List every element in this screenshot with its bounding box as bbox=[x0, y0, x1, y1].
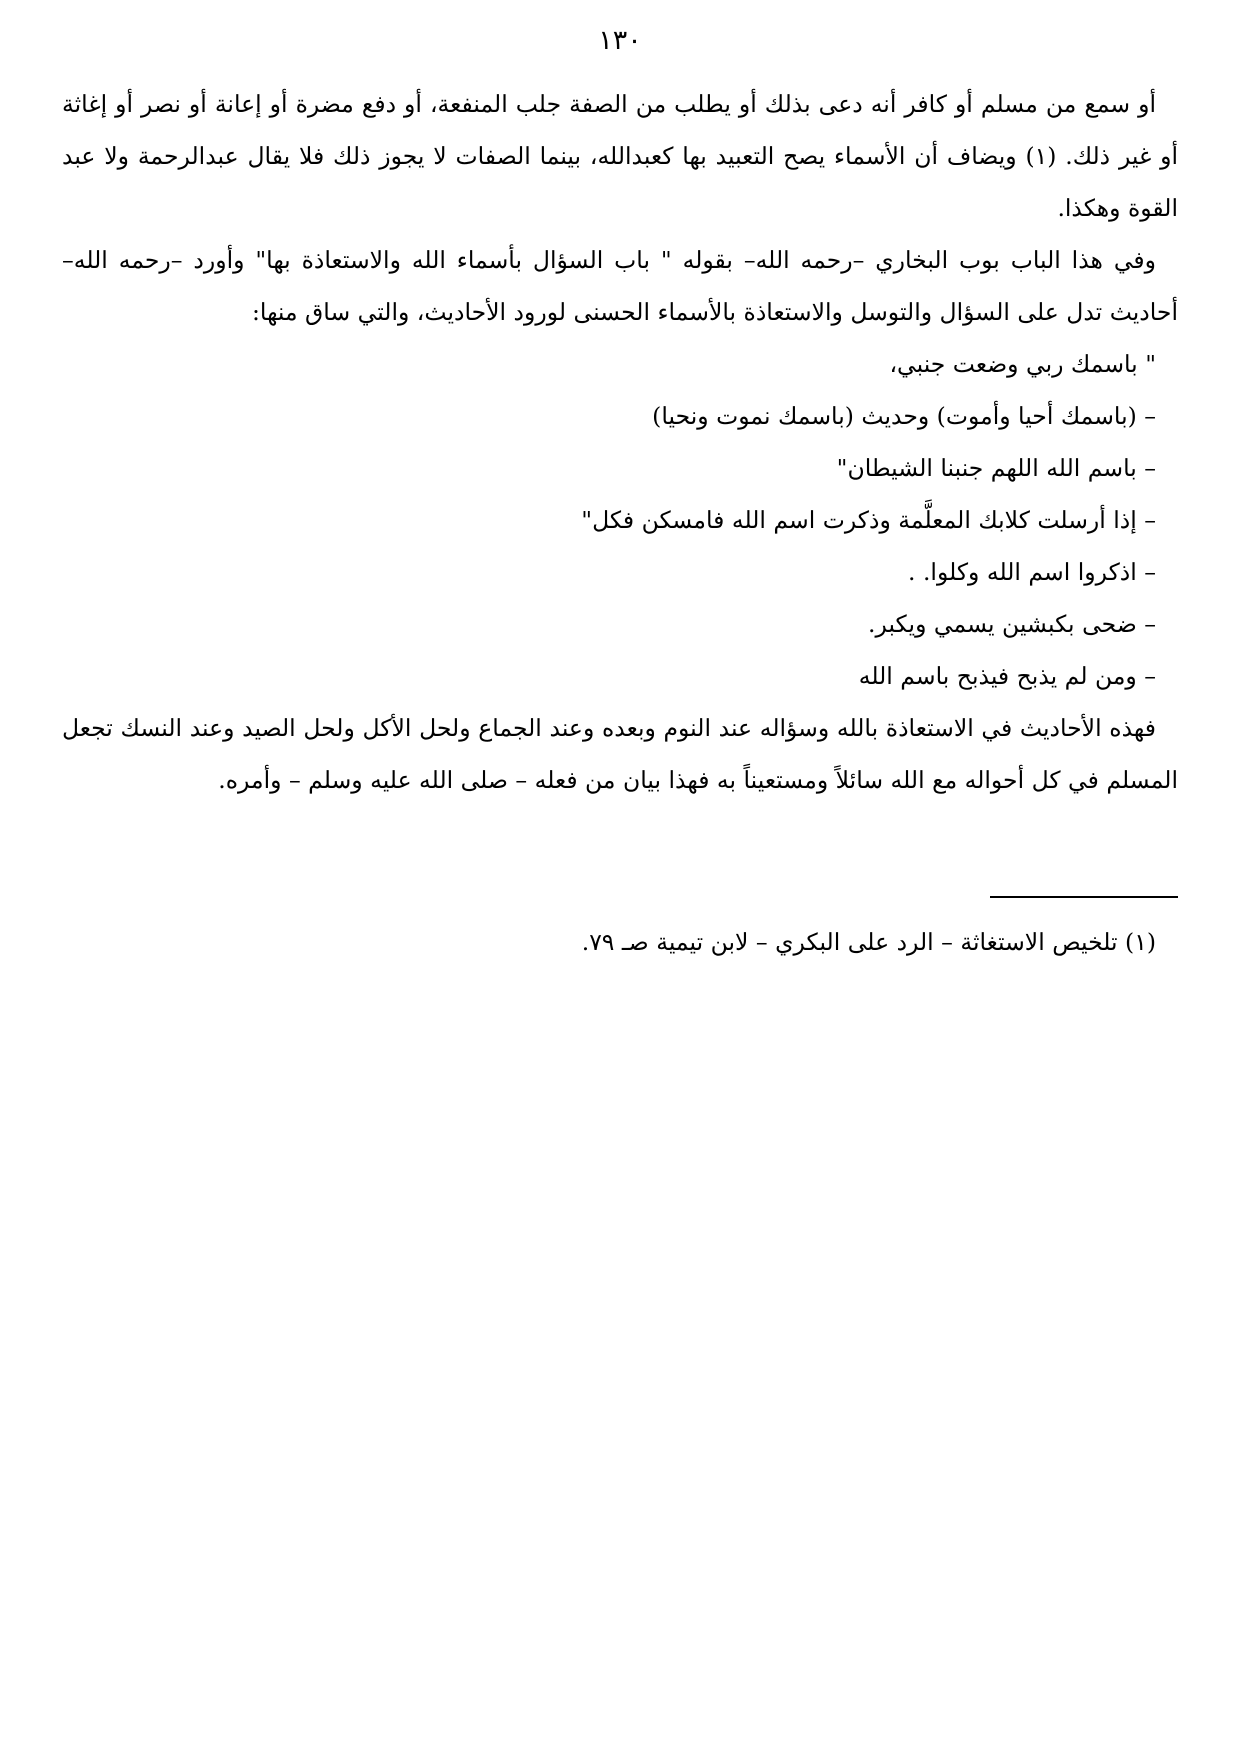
footnote-divider bbox=[990, 896, 1178, 898]
hadith-item: – ضحى بكبشين يسمي ويكبر. bbox=[868, 610, 1156, 638]
hadith-item: – إذا أرسلت كلابك المعلَّمة وذكرت اسم الله فامسكن فكل" bbox=[581, 506, 1156, 534]
body-text bbox=[62, 78, 1178, 806]
paragraph-intro: أو سمع من مسلم أو كافر أنه دعى بذلك أو يطلب من الصفة جلب المنفعة، أو دفع مضرة أو إعانة أو نصر أو إغاثة أو غير ذلك. (١) ويضاف أن الأسماء يصح التعبيد بها كعبدالله، بينما الصفات لا يجوز ذلك فلا يقال عبدالرحمة ولا عبد القوة وهكذا. bbox=[62, 90, 1179, 222]
page-number: ١٣٠ bbox=[598, 25, 642, 56]
hadith-item: – اذكروا اسم الله وكلوا. . bbox=[908, 558, 1156, 586]
hadith-list bbox=[62, 338, 1178, 702]
paragraph-bukhari-chapter: وفي هذا الباب بوب البخاري –رحمه الله– بقوله " باب السؤال بأسماء الله والاستعاذة بها" وأورد –رحمه الله– أحاديث تدل على السؤال والتوسل والاستعاذة بالأسماء الحسنى لورود الأحاديث، والتي ساق منها: bbox=[62, 246, 1178, 326]
footnote: (١) تلخيص الاستغاثة – الرد على البكري – لابن تيمية صـ ٧٩. bbox=[581, 928, 1156, 956]
paragraph-closing: فهذه الأحاديث في الاستعاذة بالله وسؤاله عند النوم وبعده وعند الجماع ولحل الأكل ولحل الصيد وعند النسك تجعل المسلم في كل أحواله مع الله سائلاً ومستعيناً به فهذا بيان من فعله – صلى الله عليه وسلم – وأمره. bbox=[62, 714, 1178, 794]
hadith-item: – باسم الله اللهم جنبنا الشيطان" bbox=[836, 454, 1156, 482]
hadith-item: " باسمك ربي وضعت جنبي، bbox=[889, 350, 1156, 378]
hadith-item: – (باسمك أحيا وأموت) وحديث (باسمك نموت ونحيا) bbox=[652, 402, 1156, 430]
hadith-item: – ومن لم يذبح فيذبح باسم الله bbox=[858, 662, 1156, 690]
